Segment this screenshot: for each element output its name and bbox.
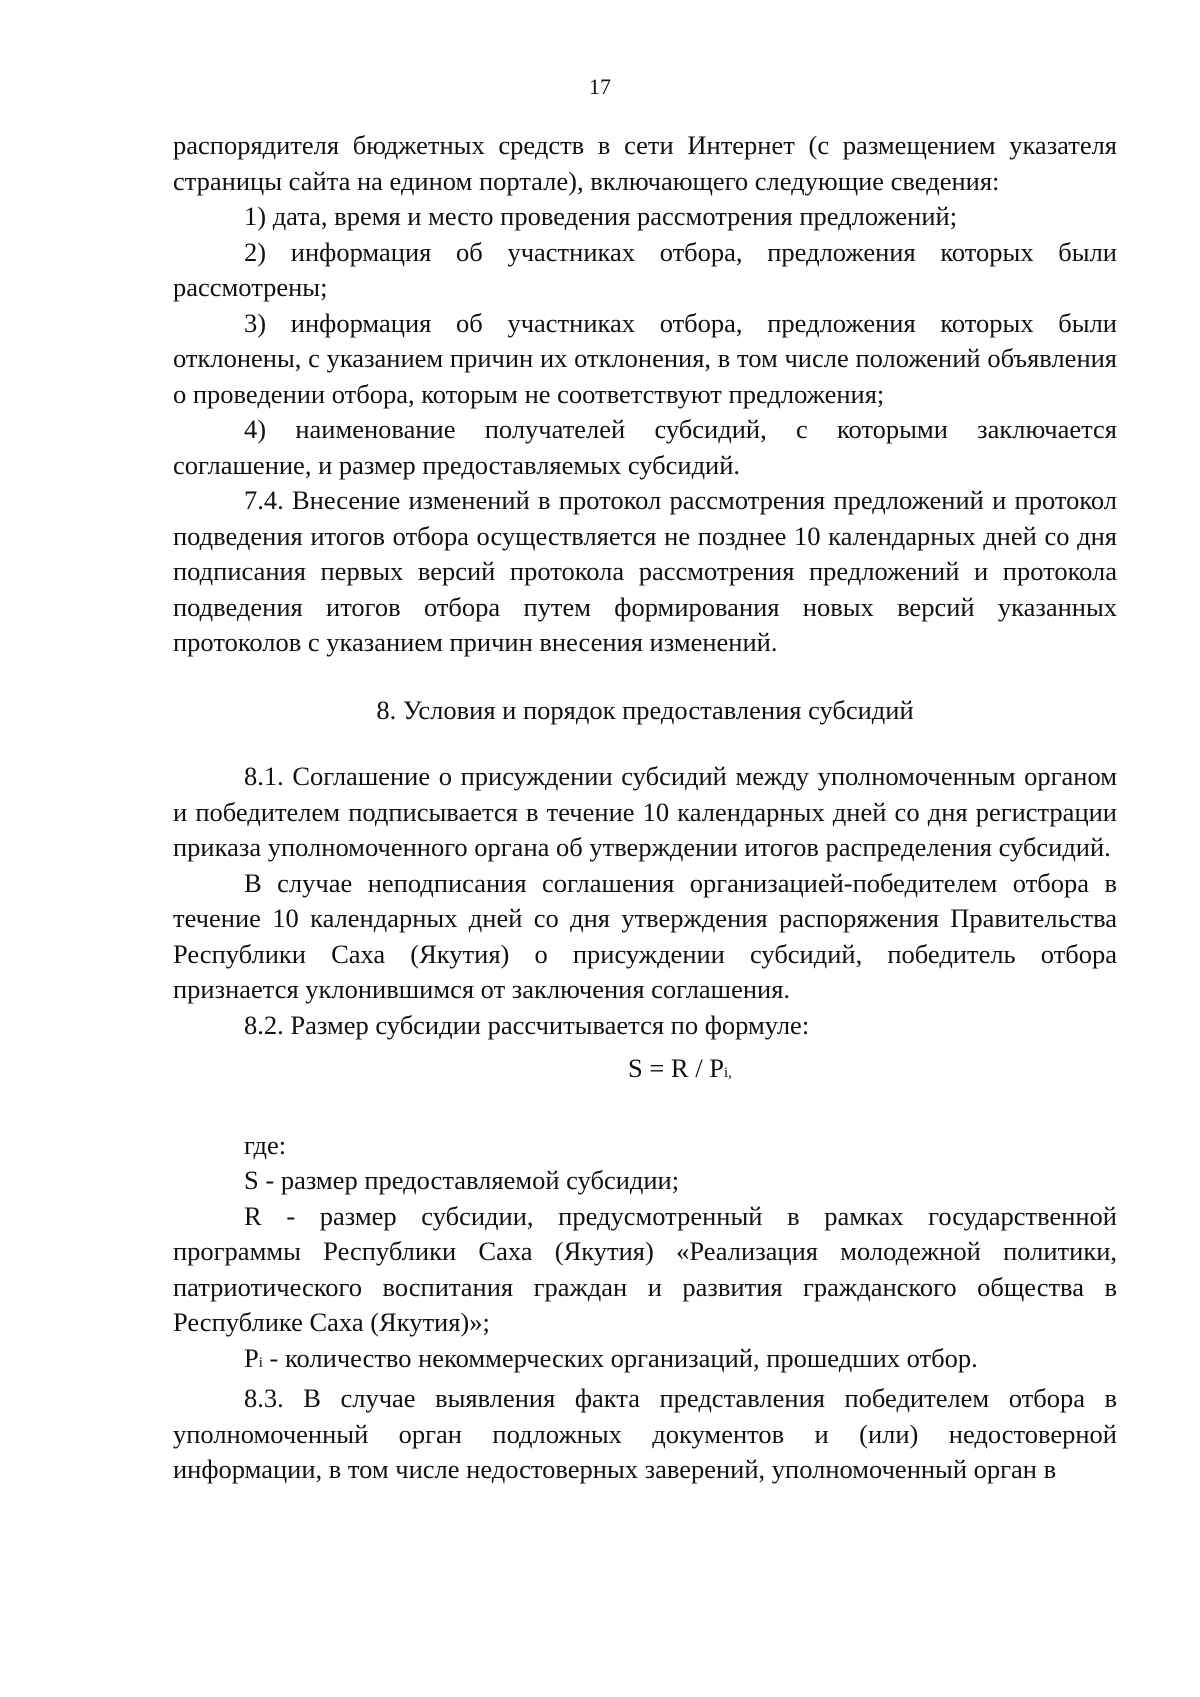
pi-symbol: P <box>244 1342 259 1373</box>
where-label: где: <box>244 1129 287 1160</box>
list-item-3: 3) информация об участниках отбора, предложения которых были отклонены, с указанием причин их отклонения, в том числе положений объявления о проведении отбора, которым не соответствуют предложения; <box>173 307 1117 409</box>
document-body <box>173 128 1117 1488</box>
definition-s: S - размер предоставляемой субсидии; <box>244 1165 680 1195</box>
list-item-1: 1) дата, время и место проведения рассмотрения предложений; <box>244 201 958 231</box>
formula-main: S = R / P <box>628 1053 724 1083</box>
definition-pi <box>173 1341 1117 1382</box>
formula-subscript: i, <box>723 1065 732 1081</box>
definition-r: R - размер субсидии, предусмотренный в рамках государственной программы Республики Саха (Якутия) «Реализация молодежной политики, патриотического воспитания граждан и развития гражданского общества в Республике Саха (Якутия)»; <box>173 1200 1117 1337</box>
paragraph-8-3: 8.3. В случае выявления факта представления победителем отбора в уполномоченный орган подложных документов и (или) недостоверной информации, в том числе недостоверных заверений, уполномоченный орган в <box>173 1383 1117 1484</box>
page-number: 17 <box>589 74 611 99</box>
paragraph-continuation: распорядителя бюджетных средств в сети Интернет (с размещением указателя страницы сайта на едином портале), включающего следующие сведения: <box>173 130 1117 196</box>
paragraph-8-1: 8.1. Соглашение о присуждении субсидий между уполномоченным органом и победителем подписывается в течение 10 календарных дней со дня регистрации приказа уполномоченного органа об утверждении итогов распределения субсидий. <box>173 761 1117 862</box>
paragraph-8-2: 8.2. Размер субсидии рассчитывается по формуле: <box>244 1009 810 1040</box>
pi-subscript: i <box>258 1354 263 1371</box>
paragraph-7-4: 7.4. Внесение изменений в протокол рассмотрения предложений и протокол подведения итогов отбора осуществляется не позднее 10 календарных дней со дня подписания первых версий протокола рассмотрения предложений и протокола подведения итогов отбора путем формирования новых версий указанных протоколов с указанием причин внесения изменений. <box>173 485 1117 657</box>
section-heading: 8. Условия и порядок предоставления субсидий <box>376 694 914 725</box>
formula <box>173 1051 1117 1092</box>
pi-text: - количество некоммерческих организаций, прошедших отбор. <box>262 1342 978 1373</box>
list-item-4: 4) наименование получателей субсидий, с которыми заключается соглашение, и размер предоставляемых субсидий. <box>173 414 1117 480</box>
paragraph-refusal: В случае неподписания соглашения организацией-победителем отбора в течение 10 календарных дней со дня утверждения распоряжения Правительства Республики Саха (Якутия) о присуждении субсидий, победитель отбора признается уклонившимся от заключения соглашения. <box>173 867 1117 1004</box>
list-item-2: 2) информация об участниках отбора, предложения которых были рассмотрены; <box>173 236 1117 302</box>
